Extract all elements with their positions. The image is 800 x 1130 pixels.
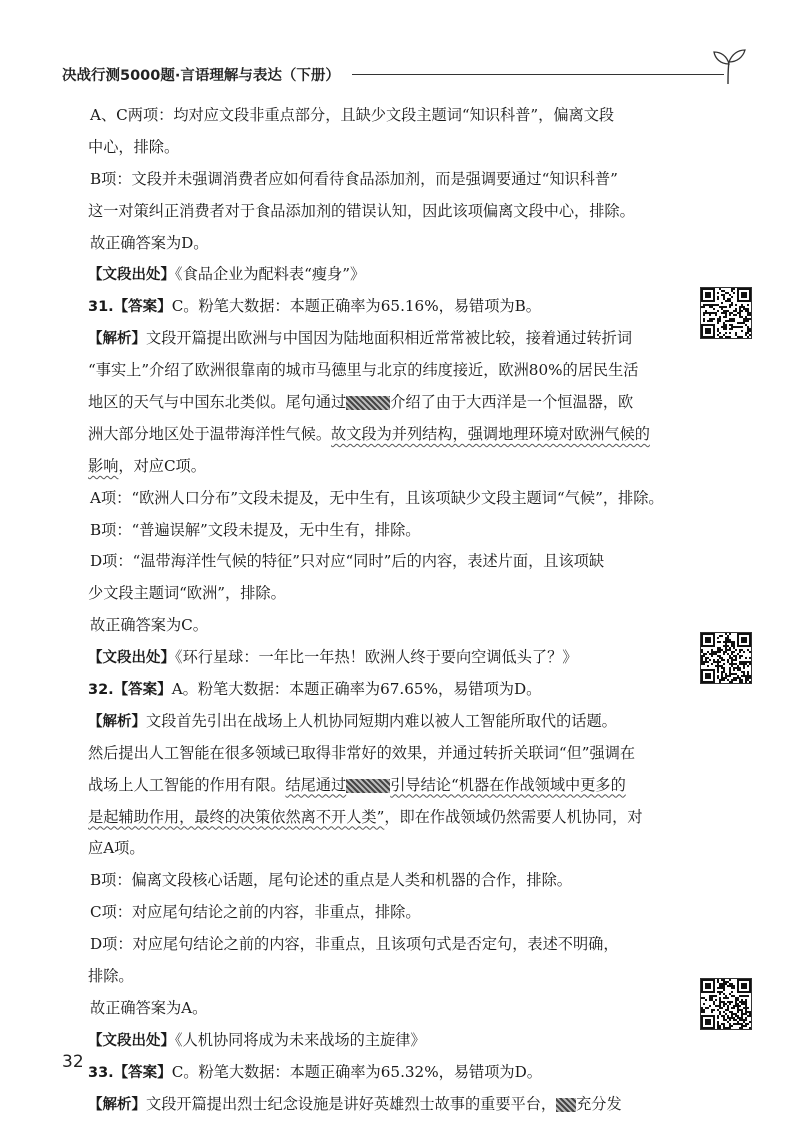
- para-line: 排除。: [88, 967, 134, 986]
- analysis-tag: 【解析】: [88, 1096, 146, 1113]
- para-line: 中心，排除。: [88, 137, 180, 156]
- text-segment: ，对应C项。: [118, 456, 206, 475]
- answer-line-32: [88, 674, 673, 706]
- para-line: B项：文段并未强调消费者应如何看待食品添加剂，而是强调要通过“知识科普”: [90, 169, 618, 188]
- analysis-text: 文段开篇提出烈士纪念设施是讲好英雄烈士故事的重要平台，: [146, 1094, 557, 1113]
- text-segment: ，即在作战领域仍然需要人机协同，对: [384, 807, 643, 826]
- answer-conclusion: 故正确答案为C。: [90, 616, 208, 635]
- text-segment: 战场上人工智能的作用有限。: [88, 775, 286, 794]
- para-line: “事实上”介绍了欧洲很靠南的城市马德里与北京的纬度接近，欧洲80%的居民生活: [88, 361, 639, 380]
- para-line: [88, 802, 673, 834]
- option-analysis: A项：“欧洲人口分布”文段未提及，无中生有，且该项缺少文段主题词“气候”，排除。: [90, 488, 664, 507]
- qr-code-icon[interactable]: [700, 287, 752, 339]
- text-segment: 充分发: [576, 1094, 622, 1113]
- running-header: [62, 62, 742, 86]
- analysis-text: 文段开篇提出欧洲与中国因为陆地面积相近常常被比较，接着通过转折词: [146, 329, 632, 348]
- answer-line-33: [88, 1057, 673, 1089]
- header-rule: [352, 74, 724, 75]
- redaction-mark: [346, 779, 390, 793]
- text-segment: 洲大部分地区处于温带海洋性气候。: [88, 424, 331, 443]
- page-number: 32: [62, 1052, 84, 1072]
- analysis-tag: 【解析】: [88, 713, 146, 730]
- qr-code-icon[interactable]: [700, 978, 752, 1030]
- para-line: [88, 419, 673, 451]
- underlined-conclusion: 结尾通过: [285, 775, 347, 794]
- analysis-text: 文段首先引出在战场上人机协同短期内难以被人工智能所取代的话题。: [146, 711, 617, 730]
- answer-tag: 33.【答案】: [88, 1064, 172, 1081]
- text-segment: 地区的天气与中国东北类似。尾句通过: [88, 393, 347, 412]
- redaction-mark: [556, 1098, 576, 1112]
- underlined-conclusion: 引导结论“机器在作战领域中更多的: [390, 775, 626, 794]
- text-segment: 介绍了由于大西洋是一个恒温器，欧: [390, 393, 634, 412]
- sprout-icon: [708, 42, 748, 86]
- source-line: [88, 259, 673, 291]
- qr-code-icon[interactable]: [700, 632, 752, 684]
- option-analysis: B项：偏离文段核心话题，尾句论述的重点是人类和机器的合作，排除。: [90, 871, 572, 890]
- para-line: 应A项。: [88, 839, 145, 858]
- underlined-conclusion: 是起辅助作用，最终的决策依然离不开人类”: [88, 807, 385, 826]
- source-title: 《食品企业为配料表“瘦身”》: [175, 265, 366, 284]
- para-line: 少文段主题词“欧洲”，排除。: [88, 584, 286, 603]
- analysis-line: [88, 323, 673, 355]
- answer-conclusion: 故正确答案为A。: [90, 998, 208, 1017]
- answer-explanations: [88, 100, 673, 1121]
- option-analysis: D项：“温带海洋性气候的特征”只对应“同时”后的内容，表述片面，且该项缺: [90, 552, 605, 571]
- para-line: [88, 770, 673, 802]
- answer-text: C。粉笔大数据：本题正确率为65.32%，易错项为D。: [171, 1062, 542, 1081]
- answer-text: A。粉笔大数据：本题正确率为67.65%，易错项为D。: [171, 680, 542, 699]
- underlined-conclusion: 影响: [88, 456, 119, 475]
- option-analysis: D项：对应尾句结论之前的内容，非重点，且该项句式是否定句，表述不明确，: [90, 935, 619, 954]
- source-tag: 【文段出处】: [88, 1032, 175, 1049]
- option-analysis: C项：对应尾句结论之前的内容，非重点，排除。: [90, 903, 421, 922]
- analysis-tag: 【解析】: [88, 331, 146, 348]
- source-tag: 【文段出处】: [88, 267, 175, 284]
- para-line: [88, 451, 673, 483]
- source-title: 《环行星球：一年比一年热！欧洲人终于要向空调低头了？》: [175, 648, 578, 667]
- book-title: 决战行测5000题·言语理解与表达（下册）: [62, 68, 340, 84]
- para-line: 然后提出人工智能在很多领域已取得非常好的效果，并通过转折关联词“但”强调在: [88, 743, 636, 762]
- option-analysis: B项：“普遍误解”文段未提及，无中生有，排除。: [90, 520, 421, 539]
- answer-tag: 32.【答案】: [88, 682, 172, 699]
- source-tag: 【文段出处】: [88, 650, 175, 667]
- answer-tag: 31.【答案】: [88, 299, 172, 316]
- para-line: 这一对策纠正消费者对于食品添加剂的错误认知，因此该项偏离文段中心，排除。: [88, 201, 635, 220]
- source-line: [88, 1025, 673, 1057]
- para-line: A、C两项：均对应文段非重点部分，且缺少文段主题词“知识科普”，偏离文段: [90, 106, 615, 124]
- answer-text: C。粉笔大数据：本题正确率为65.16%，易错项为B。: [171, 297, 541, 316]
- answer-line-31: [88, 291, 673, 323]
- source-line: [88, 642, 673, 674]
- analysis-line: [88, 706, 673, 738]
- para-line: [88, 387, 673, 419]
- answer-conclusion: 故正确答案为D。: [90, 233, 209, 252]
- source-title: 《人机协同将成为未来战场的主旋律》: [175, 1030, 426, 1049]
- underlined-conclusion: 故文段为并列结构，强调地理环境对欧洲气候的: [331, 424, 650, 443]
- analysis-line: [88, 1089, 673, 1121]
- redaction-mark: [346, 396, 390, 410]
